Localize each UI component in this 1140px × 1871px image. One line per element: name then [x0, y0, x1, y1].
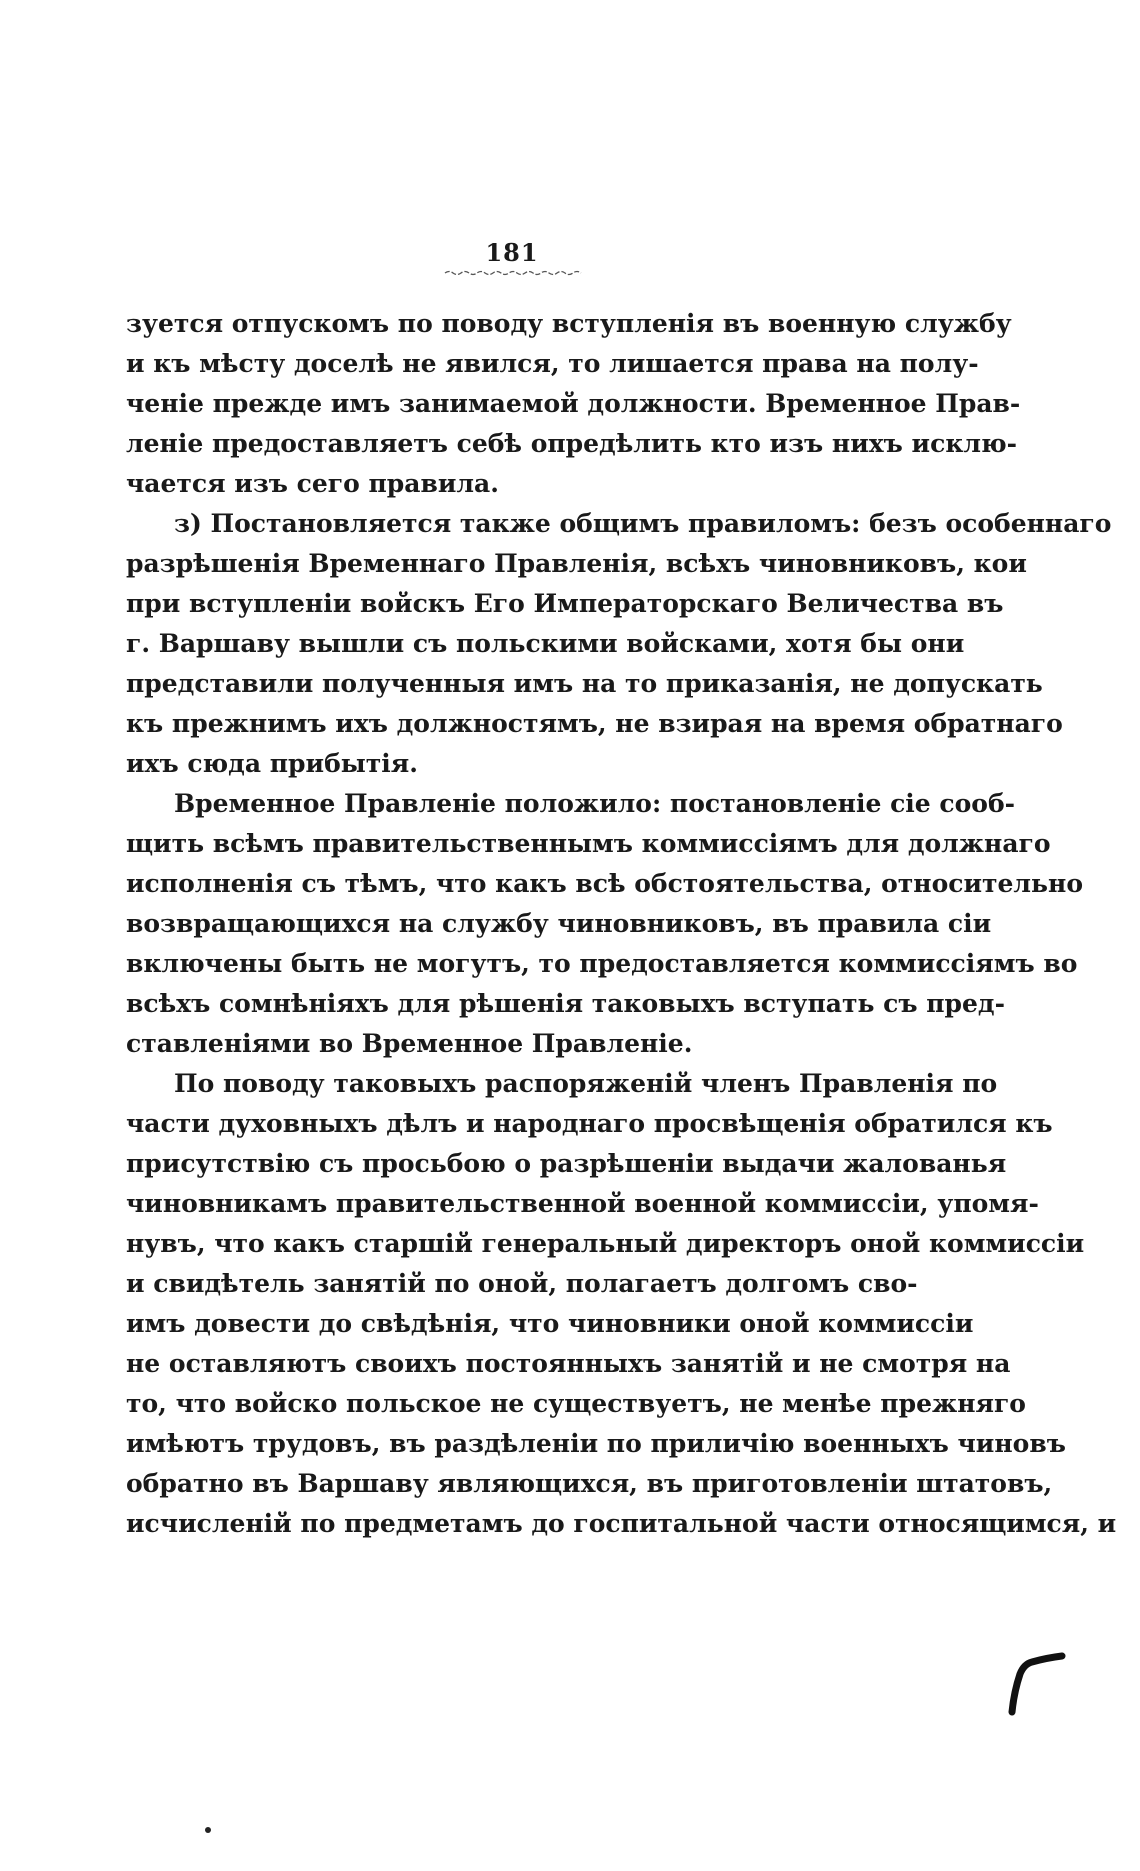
text-line: ихъ сюда прибытія. [126, 749, 418, 778]
text-line: разрѣшенія Временнаго Правленія, всѣхъ чиновниковъ, кои [126, 549, 1027, 578]
text-line: имѣютъ трудовъ, въ раздѣленіи по приличію военныхъ чиновъ [126, 1429, 1066, 1458]
body-text [126, 304, 1117, 1544]
scan-dot-mark [205, 1827, 211, 1833]
text-line: и къ мѣсту доселѣ не явился, то лишается права на полу- [126, 349, 979, 378]
text-line: Временное Правленіе положило: постановленіе сіе сооб- [174, 789, 1016, 818]
text-line: щить всѣмъ правительственнымъ коммиссіямъ для должнаго [126, 829, 1051, 858]
text-line: обратно въ Варшаву являющихся, въ приготовленіи штатовъ, [126, 1469, 1053, 1498]
text-line: нувъ, что какъ старшій генеральный директоръ оной коммиссіи [126, 1229, 1085, 1258]
text-line: части духовныхъ дѣлъ и народнаго просвѣщенія обратился къ [126, 1109, 1053, 1138]
text-line: къ прежнимъ ихъ должностямъ, не взирая на время обратнаго [126, 709, 1063, 738]
text-line: ставленіями во Временное Правленіе. [126, 1029, 693, 1058]
text-line: имъ довести до свѣдѣнія, что чиновники оной коммиссіи [126, 1309, 974, 1338]
text-line: з) Постановляется также общимъ правиломъ: безъ особеннаго [174, 509, 1112, 538]
text-line: чиновникамъ правительственной военной коммиссіи, упомя- [126, 1189, 1039, 1218]
text-line: г. Варшаву вышли съ польскими войсками, хотя бы они [126, 629, 965, 658]
text-line: чается изъ сего правила. [126, 469, 499, 498]
text-line: зуется отпускомъ по поводу вступленія въ военную службу [126, 309, 1012, 338]
text-line: представили полученныя имъ на то приказанія, не допускать [126, 669, 1043, 698]
text-line: включены быть не могутъ, то предоставляется коммиссіямъ во [126, 949, 1078, 978]
text-line: присутствію съ просьбою о разрѣшеніи выдачи жалованья [126, 1149, 1007, 1178]
text-line: при вступленіи войскъ Его Императорскаго Величества въ [126, 589, 1004, 618]
text-line: ченіе прежде имъ занимаемой должности. Временное Прав- [126, 389, 1021, 418]
page-number: 181 [485, 238, 539, 267]
text-line: По поводу таковыхъ распоряженій членъ Правленія по [174, 1069, 998, 1098]
text-line: леніе предоставляетъ себѣ опредѣлить кто изъ нихъ исклю- [126, 429, 1018, 458]
text-line: исполненія съ тѣмъ, что какъ всѣ обстоятельства, относительно [126, 869, 1083, 898]
text-line: и свидѣтель занятій по оной, полагаетъ долгомъ сво- [126, 1269, 918, 1298]
page-number-rule [445, 268, 583, 276]
text-line: всѣхъ сомнѣніяхъ для рѣшенія таковыхъ вступать съ пред- [126, 989, 1005, 1018]
text-line: возвращающихся на службу чиновниковъ, въ правила сіи [126, 909, 992, 938]
text-line: то, что войско польское не существуетъ, не менѣе прежняго [126, 1389, 1026, 1418]
text-line: исчисленій по предметамъ до госпитальной части относящимся, и [126, 1509, 1117, 1538]
text-line: не оставляютъ своихъ постоянныхъ занятій и не смотря на [126, 1349, 1011, 1378]
scan-corner-mark [1006, 1652, 1066, 1714]
